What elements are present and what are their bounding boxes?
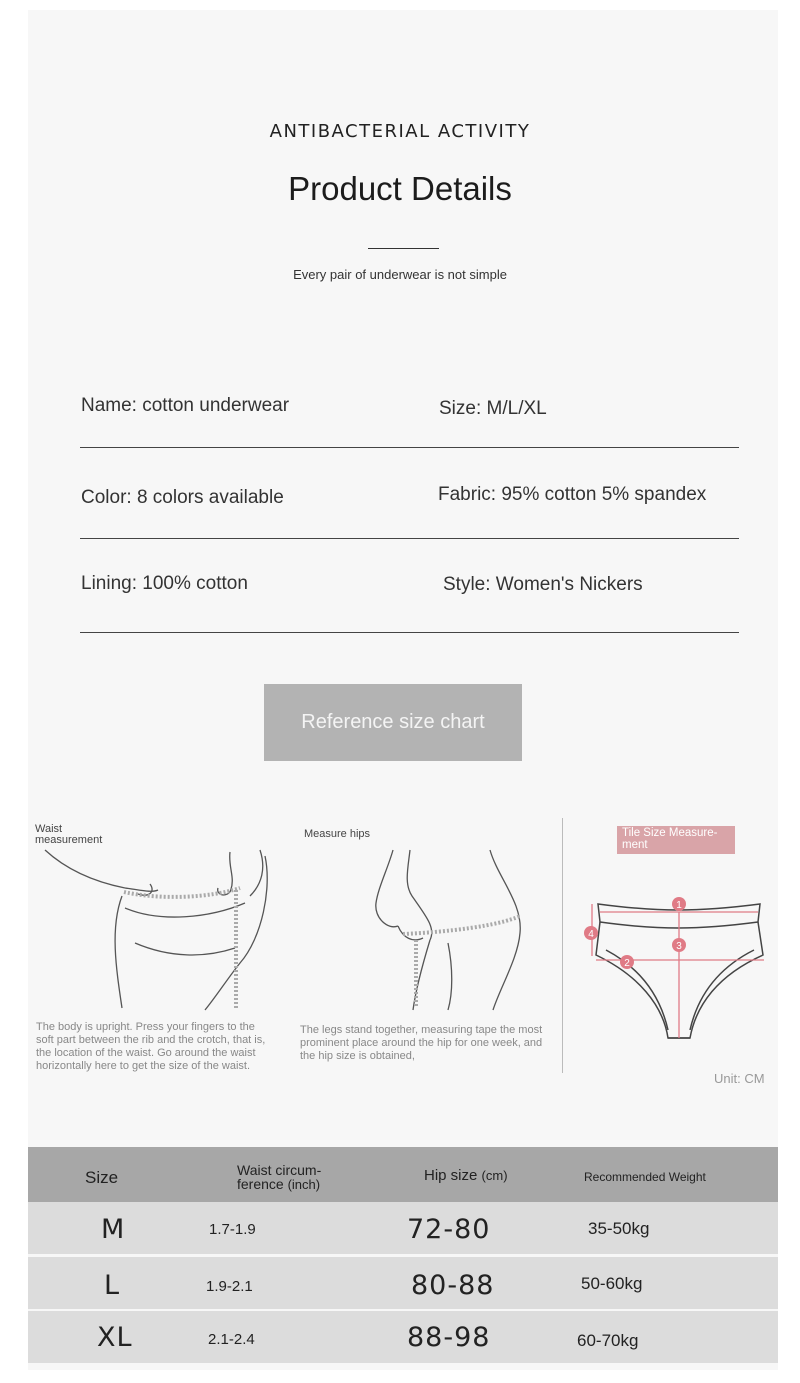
- description-line: prominent place around the hip for one week, and: [300, 1037, 543, 1049]
- reference-size-chart-button[interactable]: Reference size chart: [264, 684, 522, 761]
- size-table-header: [28, 1147, 778, 1202]
- marker-1-label: 1: [676, 900, 682, 911]
- title-divider: [368, 248, 439, 249]
- header-hip: [424, 1167, 508, 1184]
- table-row: [28, 1202, 778, 1254]
- spec-divider: [80, 447, 739, 448]
- cell-size: M: [101, 1214, 126, 1245]
- description-line: the location of the waist. Go around the waist: [36, 1047, 256, 1059]
- unit-label: Unit: CM: [714, 1071, 765, 1086]
- spec-size: Size: M/L/XL: [439, 398, 547, 419]
- hips-measure-illustration: [368, 848, 533, 1013]
- cell-weight: 50-60kg: [581, 1274, 643, 1293]
- cell-weight: 60-70kg: [577, 1331, 639, 1350]
- cell-waist: 1.9-2.1: [206, 1278, 253, 1295]
- waist-label-line: measurement: [35, 834, 103, 846]
- waist-label-line: Waist: [35, 823, 63, 835]
- header-waist-unit: (inch): [287, 1177, 321, 1192]
- cell-hip: 88-98: [407, 1322, 491, 1353]
- cell-waist: 2.1-2.4: [208, 1331, 255, 1348]
- cell-hip: 72-80: [407, 1214, 491, 1245]
- spec-style: Style: Women's Nickers: [443, 574, 643, 595]
- hips-label: Measure hips: [304, 828, 371, 840]
- tile-label-line: Tile Size Measure-: [622, 827, 718, 839]
- waist-measure-illustration: [40, 848, 280, 1013]
- spec-divider: [80, 632, 739, 633]
- page-subtitle: Every pair of underwear is not simple: [293, 267, 507, 282]
- waist-label: [35, 824, 102, 846]
- description-line: horizontally here to get the size of the waist.: [36, 1060, 251, 1072]
- marker-3-label: 3: [676, 941, 682, 952]
- tile-size-badge: [617, 826, 735, 854]
- spec-lining: Lining: 100% cotton: [81, 573, 248, 594]
- marker-2-label: 2: [624, 958, 630, 969]
- cell-size: L: [104, 1270, 121, 1301]
- marker-4-label: 4: [588, 929, 594, 940]
- flat-brief-diagram: [578, 890, 773, 1045]
- table-row: [28, 1311, 778, 1363]
- header-waist-line: [237, 1177, 321, 1192]
- header-weight: Recommended Weight: [584, 1170, 706, 1184]
- eyebrow-heading: ANTIBACTERIAL ACTIVITY: [269, 121, 531, 142]
- table-row: [28, 1257, 778, 1309]
- spec-fabric: Fabric: 95% cotton 5% spandex: [438, 484, 707, 505]
- tile-label-line: ment: [622, 838, 648, 851]
- header-hip-text: Hip size: [424, 1167, 478, 1184]
- spec-divider: [80, 538, 739, 539]
- figure-divider: [562, 818, 563, 1073]
- header-size: Size: [85, 1168, 119, 1187]
- description-line: The body is upright. Press your fingers to the: [36, 1021, 255, 1033]
- hips-description: [300, 1024, 542, 1063]
- cell-size: XL: [97, 1322, 133, 1353]
- waist-description: [36, 1021, 265, 1073]
- header-hip-unit: (cm): [481, 1168, 508, 1183]
- cell-hip: 80-88: [411, 1270, 495, 1301]
- header-waist: [237, 1163, 321, 1192]
- spec-color: Color: 8 colors available: [81, 487, 284, 508]
- cell-waist: 1.7-1.9: [209, 1221, 256, 1238]
- page-title: Product Details: [288, 170, 512, 207]
- header-waist-text: ference: [237, 1176, 284, 1192]
- description-line: The legs stand together, measuring tape the most: [300, 1024, 543, 1036]
- cell-weight: 35-50kg: [588, 1219, 650, 1238]
- description-line: soft part between the rib and the crotch, that is,: [36, 1034, 266, 1046]
- header-waist-line: Waist circum-: [237, 1162, 322, 1178]
- description-line: the hip size is obtained,: [300, 1050, 415, 1062]
- spec-name: Name: cotton underwear: [81, 395, 290, 416]
